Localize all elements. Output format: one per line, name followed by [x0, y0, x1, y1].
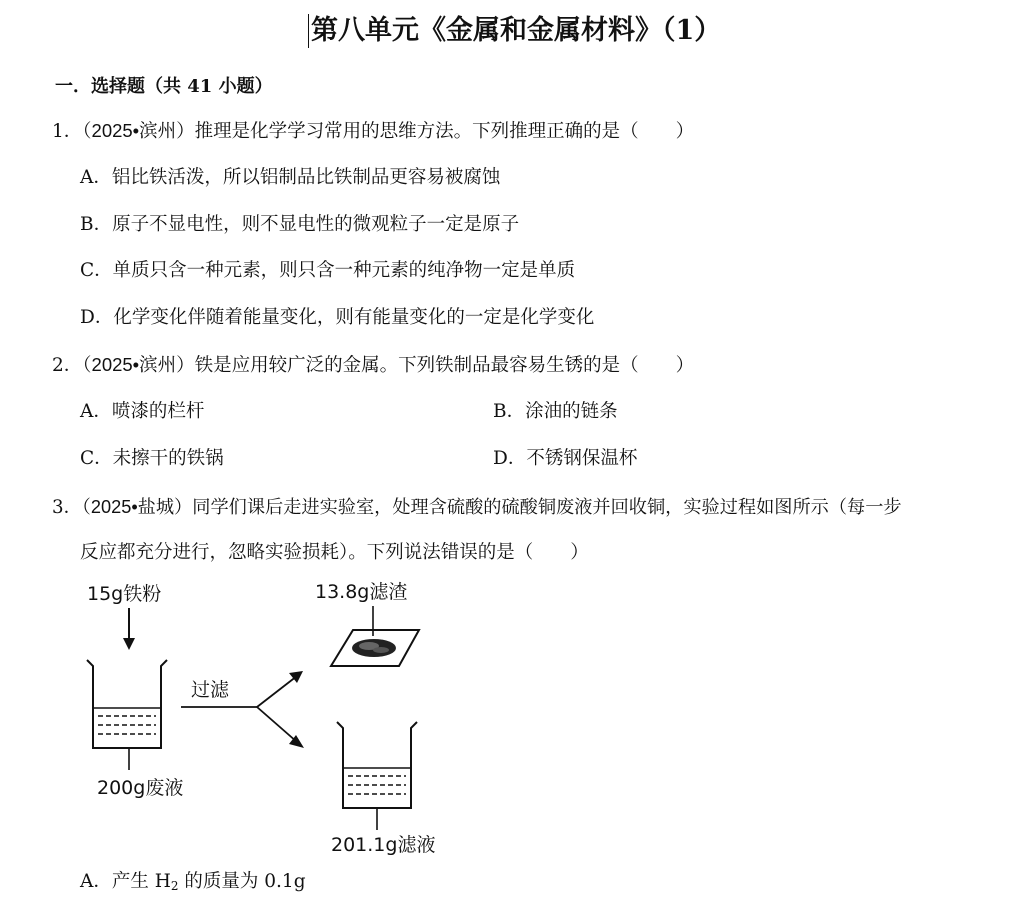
question-source: （2025•盐城） [81, 497, 193, 517]
question-1-option-b: B．原子不显电性，则不显电性的微观粒子一定是原子 [80, 214, 520, 235]
question-number: 3． [52, 497, 82, 518]
question-3-stem-continued: 反应都充分进行，忽略实验损耗）。下列说法错误的是（ ） [80, 542, 589, 563]
question-2-option-c: C．未擦干的铁锅 [80, 448, 224, 469]
question-source: （2025•滨州） [82, 120, 195, 141]
filter-paper-residue [331, 630, 419, 666]
question-2-option-d: D．不锈钢保温杯 [493, 448, 638, 469]
question-3-option-a [80, 870, 306, 898]
question-text: 同学们课后走进实验室，处理含硫酸的硫酸铜废液并回收铜，实验过程如图所示（每一步 [192, 497, 902, 518]
iron-powder-label: 15g铁粉 [87, 583, 162, 605]
filter-label: 过滤 [191, 679, 230, 701]
question-2-option-a: A．喷漆的栏杆 [80, 401, 205, 422]
question-1-option-d: D．化学变化伴随着能量变化，则有能量变化的一定是化学变化 [80, 307, 595, 328]
section-heading: 一．选择题（共 41 小题） [55, 76, 273, 97]
page-title: 第八单元《金属和金属材料》（1） [308, 14, 721, 48]
question-text: 铁是应用较广泛的金属。下列铁制品最容易生锈的是（ ） [194, 355, 695, 376]
experiment-diagram [85, 574, 445, 856]
question-3-stem [52, 495, 902, 520]
waste-liquid-label: 200g废液 [97, 777, 184, 799]
question-1-stem [52, 119, 694, 144]
question-1-option-a: A．铝比铁活泼，所以铝制品比铁制品更容易被腐蚀 [80, 167, 501, 188]
down-arrow-head [123, 638, 135, 650]
question-number: 2． [52, 355, 83, 376]
subscript: 2 [170, 879, 179, 893]
option-text: A．产生 H [80, 871, 171, 892]
residue-label: 13.8g滤渣 [315, 581, 408, 603]
arrow-to-filtrate [257, 707, 297, 742]
question-source: （2025•滨州） [82, 354, 195, 375]
option-text-suffix: 的质量为 0.1g [178, 871, 306, 892]
question-2-stem [52, 353, 694, 378]
question-text: 推理是化学学习常用的思维方法。下列推理正确的是（ ） [194, 121, 695, 142]
question-2-option-b: B．涂油的链条 [493, 401, 618, 422]
arrow-to-residue [257, 676, 297, 707]
question-number: 1． [52, 121, 83, 142]
filtrate-label: 201.1g滤液 [331, 834, 436, 856]
question-1-option-c: C．单质只含一种元素，则只含一种元素的纯净物一定是单质 [80, 260, 576, 281]
waste-liquid-beaker [87, 660, 167, 770]
filtrate-beaker [337, 722, 417, 830]
